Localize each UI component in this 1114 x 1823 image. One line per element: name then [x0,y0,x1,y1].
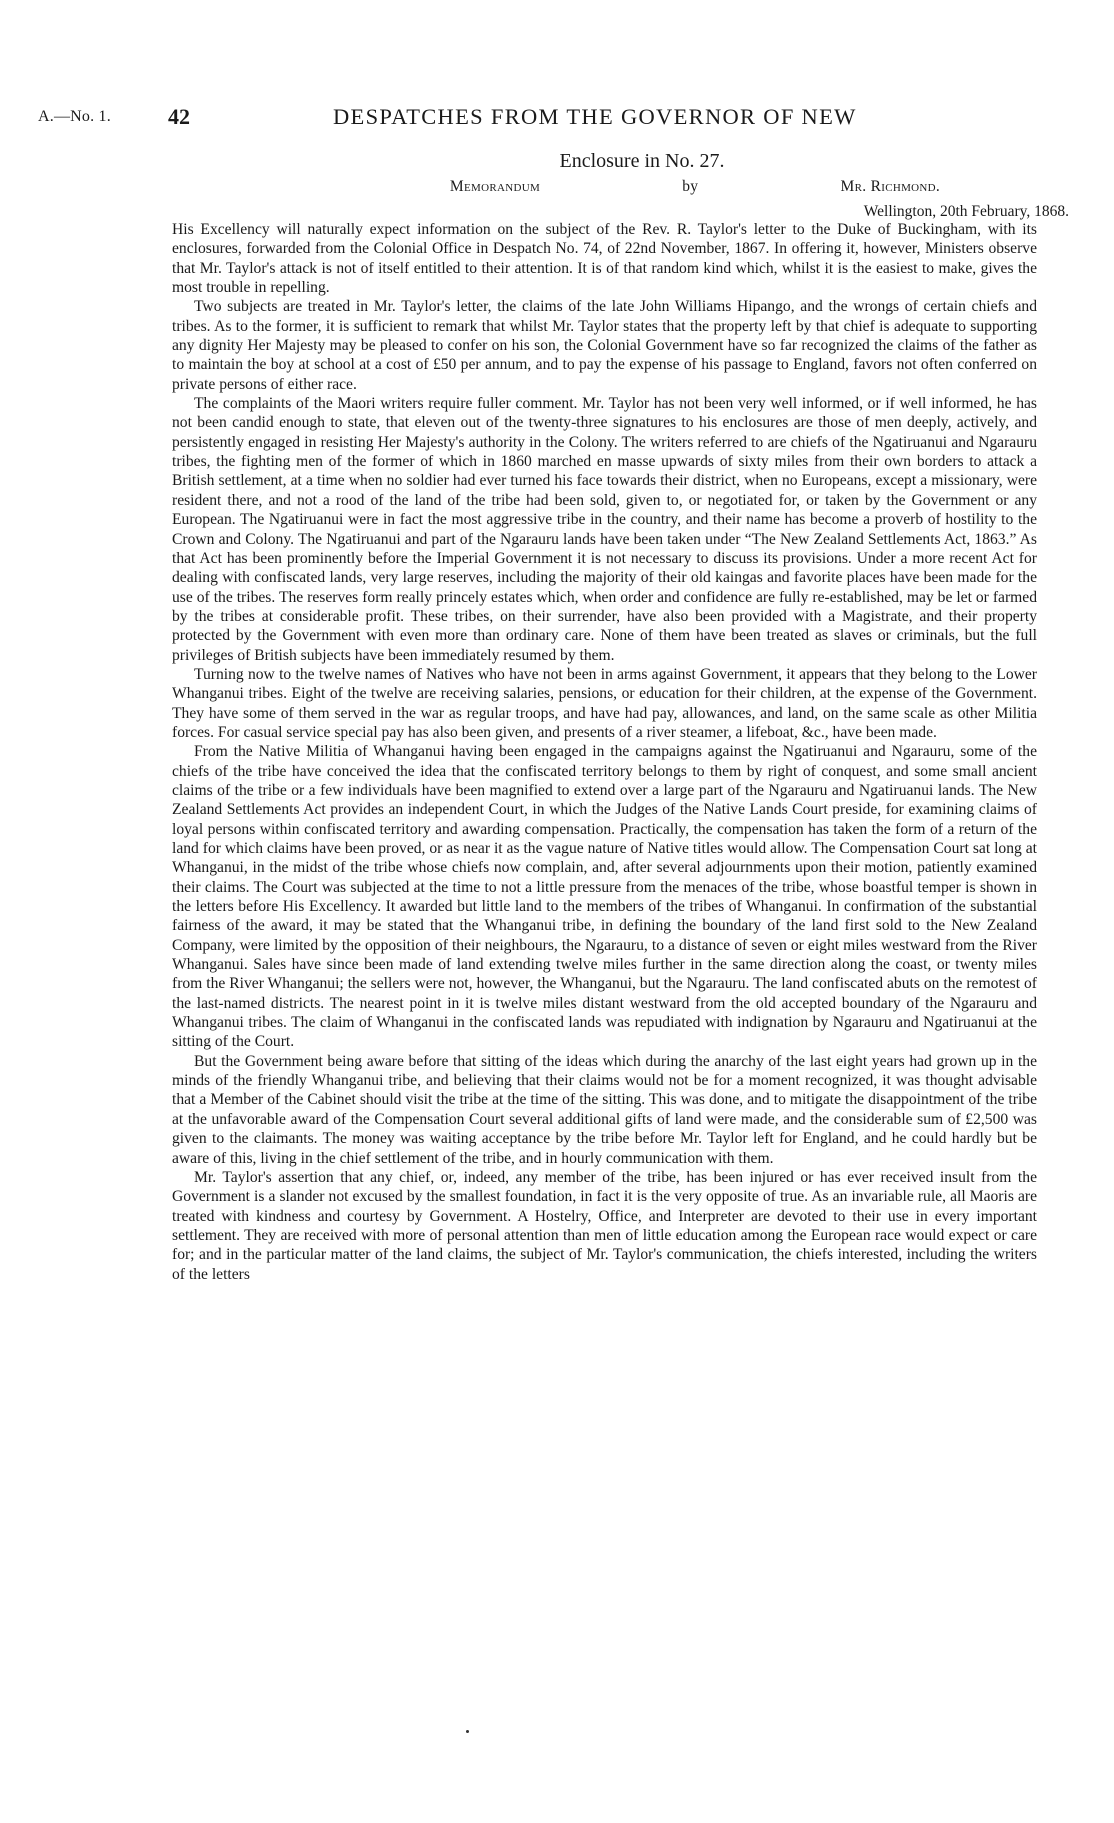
enclosure-title: Enclosure in No. 27. [559,150,725,172]
page-number: 42 [168,104,190,129]
memorandum-label: Memorandum [449,178,541,195]
dateline: Wellington, 20th February, 1868. [863,203,1069,220]
paragraph-5: From the Native Militia of Whanganui having been engaged in the campaigns against the Ngatiruanui and Ngarauru, some of the chiefs of the tribe have conceived the idea that the confiscated territory belongs to them by right of conquest, and some small ancient claims of the tribe or a few individuals have been magnified to extend over a large part of the Ngarauru and Ngatiruanui lands. The New Zealand Settlements Act provides an independent Court, in which the Judges of the Native Lands Court preside, for examining claims of loyal persons within confiscated territory and awarding compensation. Practically, the compensation has taken the form of a return of the land for which claims have been proved, or as near it as the vague nature of Native titles would allow. The Compensation Court sat long at Whanganui, in the midst of the tribe whose chiefs now complain, and, after several adjournments upon their motion, patiently examined their claims. The Court was subjected at the time to not a little pressure from the menaces of the tribe, whose boastful temper is shown in the letters before His Excellency. It awarded but little land to the members of the tribes of Whanganui. In confirmation of the substantial fairness of the award, it may be stated that the Whanganui tribe, in defining the boundary of the land first sold to the New Zealand Company, were limited by the opposition of their neighbours, the Ngarauru, to a distance of seven or eight miles westward from the River Whanganui. Sales have since been made of land extending twelve miles further in the same direction along the coast, or twenty miles from the River Whanganui; the sellers were not, however, the Whanganui, but the Ngarauru. The land confiscated abuts on the remotest of the last-named districts. The nearest point in it is twelve miles distant westward from the old accepted boundary of the Ngarauru and Whanganui tribes. The claim of Whanganui in the confiscated lands was repudiated with indignation by Ngarauru and Ngatiruanui at the sitting of the Court. [172,743,1037,1051]
paragraph-4: Turning now to the twelve names of Natives who have not been in arms against Government, it appears that they belong to the Lower Whanganui tribes. Eight of the twelve are receiving salaries, pensions, or education for their children, at the expense of the Government. They have some of them served in the war as regular troops, and have had pay, allowances, and land, on the same scale as other Militia forces. For casual service special pay has also been given, and presents of a river steamer, a lifeboat, &c., have been made. [172,665,1037,741]
paragraph-2: Two subjects are treated in Mr. Taylor's letter, the claims of the late John Williams Hipango, and the wrongs of certain chiefs and tribes. As to the former, it is sufficient to remark that whilst Mr. Taylor states that the property left by that chief is adequate to supporting any dignity Her Majesty may be pleased to confer on his son, the Colonial Government have so far recognized the claims of the father as to maintain the boy at school at a cost of £50 per annum, and to pay the expense of his passage to England, favors not often conferred on private persons of either race. [172,298,1037,393]
memorandum-body [172,220,1037,1284]
enclosure-heading [0,150,1114,173]
series-reference: A.—No. 1. [38,108,111,125]
paragraph-6: But the Government being aware before that sitting of the ideas which during the anarchy of the last eight years had grown up in the minds of the friendly Whanganui tribe, and believing that their claims would not be for a moment recognized, it was thought advisable that a Member of the Cabinet should visit the tribe at the time of the sitting. This was done, and to mitigate the disappointment of the tribe at the unfavorable award of the Compensation Court several additional gifts of land were made, and the considerable sum of £2,500 was given to the claimants. The money was waiting acceptance by the tribe before Mr. Taylor left for England, and he could hardly but be aware of this, living in the chief settlement of the tribe, and in hourly communication with them. [172,1052,1037,1167]
page-header [38,104,1074,134]
memorandum-by: by [682,178,699,195]
page-mark [466,1730,469,1733]
memorandum-heading [0,178,1114,196]
paragraph-1: His Excellency will naturally expect information on the subject of the Rev. R. Taylor's letter to the Duke of Buckingham, with its enclosures, forwarded from the Colonial Office in Despatch No. 74, of 22nd November, 1867. In offering it, however, Ministers observe that Mr. Taylor's attack is not of itself entitled to their attention. It is of that random kind which, whilst it is the easiest to make, gives the most trouble in repelling. [172,221,1037,297]
memorandum-author: Mr. Richmond. [840,178,941,195]
paragraph-7: Mr. Taylor's assertion that any chief, or, indeed, any member of the tribe, has been injured or has ever received insult from the Government is a slander not excused by the smallest foundation, in fact it is the very opposite of true. As an invariable rule, all Maoris are treated with kindness and courtesy by Government. A Hostelry, Office, and Interpreter are devoted to their use in every important settlement. They are received with more of personal attention than men of little education among the European race would expect or care for; and in the particular matter of the land claims, the subject of Mr. Taylor's communication, the chiefs interested, including the writers of the letters [172,1168,1037,1283]
running-head: DESPATCHES FROM THE GOVERNOR OF NEW [333,104,857,129]
paragraph-3: The complaints of the Maori writers require fuller comment. Mr. Taylor has not been very well informed, or if well informed, he has not been candid enough to state, that eleven out of the twenty-three signatures to his enclosures are those of men deeply, actively, and persistently engaged in resisting Her Majesty's authority in the Colony. The writers referred to are chiefs of the Ngatiruanui and Ngarauru tribes, the fighting men of the former of which in 1860 marched en masse upwards of sixty miles from their own borders to attack a British settlement, at a time when no soldier had ever turned his face towards their district, when no Europeans, except a missionary, were resident there, and not a rood of the land of the tribe had been sold, given to, or negotiated for, or taken by the Government or any European. The Ngatiruanui were in fact the most aggressive tribe in the country, and their name has become a proverb of hostility to the Crown and Colony. The Ngatiruanui and part of the Ngarauru lands have been taken under “The New Zealand Settlements Act, 1863.” As that Act has been prominently before the Imperial Government it is not necessary to discuss its provisions. Under a more recent Act for dealing with confiscated lands, very large reserves, including the majority of their old kaingas and favorite places have been made for the use of the tribes. The reserves form really princely estates which, when order and confidence are fully re-established, may be let or farmed by the tribes at considerable profit. These tribes, on their surrender, have also been provided with a Magistrate, and their property protected by the Government with even more than ordinary care. None of them have been treated as slaves or criminals, but the full privileges of British subjects have been immediately resumed by them. [172,395,1037,664]
